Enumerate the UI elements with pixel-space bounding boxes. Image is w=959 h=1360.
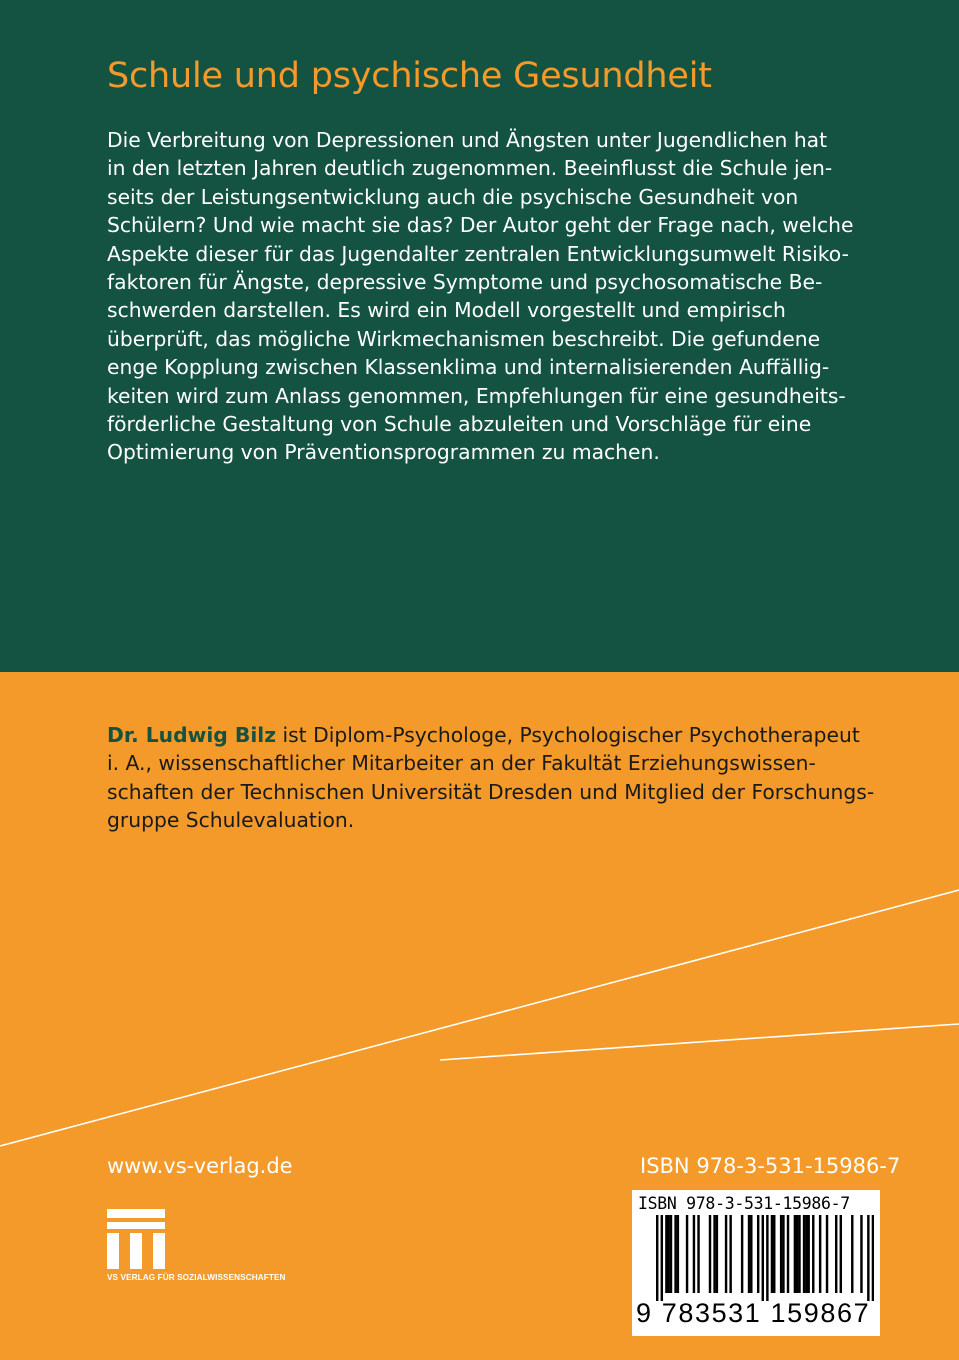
barcode-digits: 9 783531 159867 (636, 1298, 871, 1328)
isbn-label: ISBN 978-3-531-15986-7 (640, 1154, 901, 1178)
book-title: Schule und psychische Gesundheit (107, 56, 712, 96)
barcode-bar (677, 1215, 679, 1293)
decorative-line-2 (440, 1024, 959, 1060)
barcode-bar (725, 1215, 727, 1293)
blurb-line: Schülern? Und wie macht sie das? Der Autor geht der Frage nach, welche (107, 213, 854, 238)
barcode-bar (805, 1215, 807, 1293)
barcode-bar (674, 1215, 676, 1293)
blurb-line: überprüft, das mögliche Wirkmechanismen beschreibt. Die gefundene (107, 326, 821, 351)
barcode-bar (748, 1215, 750, 1293)
barcode-bar (835, 1215, 837, 1293)
blurb-line: Aspekte dieser für das Jugendalter zentralen Entwicklungsumwelt Risiko- (107, 241, 849, 266)
barcode-bar (716, 1215, 718, 1293)
barcode-bar (860, 1215, 862, 1293)
barcode-bar (771, 1215, 773, 1293)
barcode-bar (807, 1215, 809, 1293)
blurb-line: Optimierung von Präventionsprogrammen zu machen. (107, 440, 660, 465)
barcode-bar (713, 1215, 715, 1293)
barcode-bar (741, 1215, 743, 1293)
blurb-line: faktoren für Ängste, depressive Symptome und psychosomatische Be- (107, 270, 823, 295)
barcode-bar (750, 1215, 752, 1293)
blurb-line: seits der Leistungsentwicklung auch die psychische Gesundheit von (107, 184, 799, 209)
barcode-bar (757, 1215, 759, 1293)
author-bio-line: gruppe Schulevaluation. (107, 808, 355, 833)
barcode-bar (667, 1215, 669, 1293)
blurb-line: enge Kopplung zwischen Klassenklima und internalisierenden Auffällig- (107, 355, 830, 380)
barcode-bar (851, 1215, 853, 1293)
blurb-line: schwerden darstellen. Es wird ein Modell vorgestellt und empirisch (107, 298, 786, 323)
barcode-bar (798, 1215, 800, 1293)
author-bio-line (107, 721, 897, 749)
barcode-bar (665, 1215, 667, 1293)
decorative-line-1 (0, 890, 959, 1146)
barcode-bar (826, 1215, 828, 1293)
barcode-bar (773, 1215, 775, 1293)
barcode-bar (656, 1215, 658, 1301)
barcode-bar (819, 1215, 821, 1293)
author-name: Dr. Ludwig Bilz (107, 723, 277, 747)
barcode-isbn: ISBN 978-3-531-15986-7 (638, 1194, 850, 1213)
publisher-website: www.vs-verlag.de (107, 1154, 293, 1178)
barcode-bar (867, 1215, 869, 1301)
barcode-bar (686, 1215, 688, 1293)
barcode-bar (670, 1215, 672, 1293)
publisher-name: VS VERLAG FÜR SOZIALWISSENSCHAFTEN (107, 1273, 286, 1282)
author-bio-text: ist Diplom-Psychologe, Psychologischer Psychotherapeut (276, 723, 860, 747)
barcode-bar (796, 1215, 798, 1293)
barcode-bar (780, 1215, 782, 1293)
barcode-bar (787, 1215, 789, 1293)
author-bio-line: schaften der Technischen Universität Dresden und Mitglied der Forschungs- (107, 779, 875, 804)
barcode-bar (840, 1215, 842, 1293)
blurb-line: förderliche Gestaltung von Schule abzuleiten und Vorschläge für eine (107, 412, 812, 437)
blurb-line: Die Verbreitung von Depressionen und Ängsten unter Jugendlichen hat (107, 128, 828, 152)
barcode-bar (709, 1215, 711, 1293)
barcode-bar (782, 1215, 784, 1293)
blurb-line: in den letzten Jahren deutlich zugenommen. Beeinflusst die Schule jen- (107, 156, 833, 181)
barcode-bar (872, 1215, 874, 1301)
barcode-bar (661, 1215, 663, 1301)
barcode-bar (693, 1215, 695, 1293)
barcode-bar (794, 1215, 796, 1293)
barcode-bar (762, 1215, 764, 1301)
author-bio-line: i. A., wissenschaftlicher Mitarbeiter an der Fakultät Erziehungswissen- (107, 751, 816, 776)
barcode-bar (729, 1215, 731, 1293)
barcode-bar (812, 1215, 814, 1293)
barcode-bar (697, 1215, 699, 1293)
barcode-bar (803, 1215, 805, 1293)
barcode-bar (766, 1215, 768, 1301)
author-bio (107, 721, 897, 835)
barcode-bars (638, 1215, 874, 1301)
blurb-line: keiten wird zum Anlass genommen, Empfehlungen für eine gesundheits- (107, 383, 846, 408)
